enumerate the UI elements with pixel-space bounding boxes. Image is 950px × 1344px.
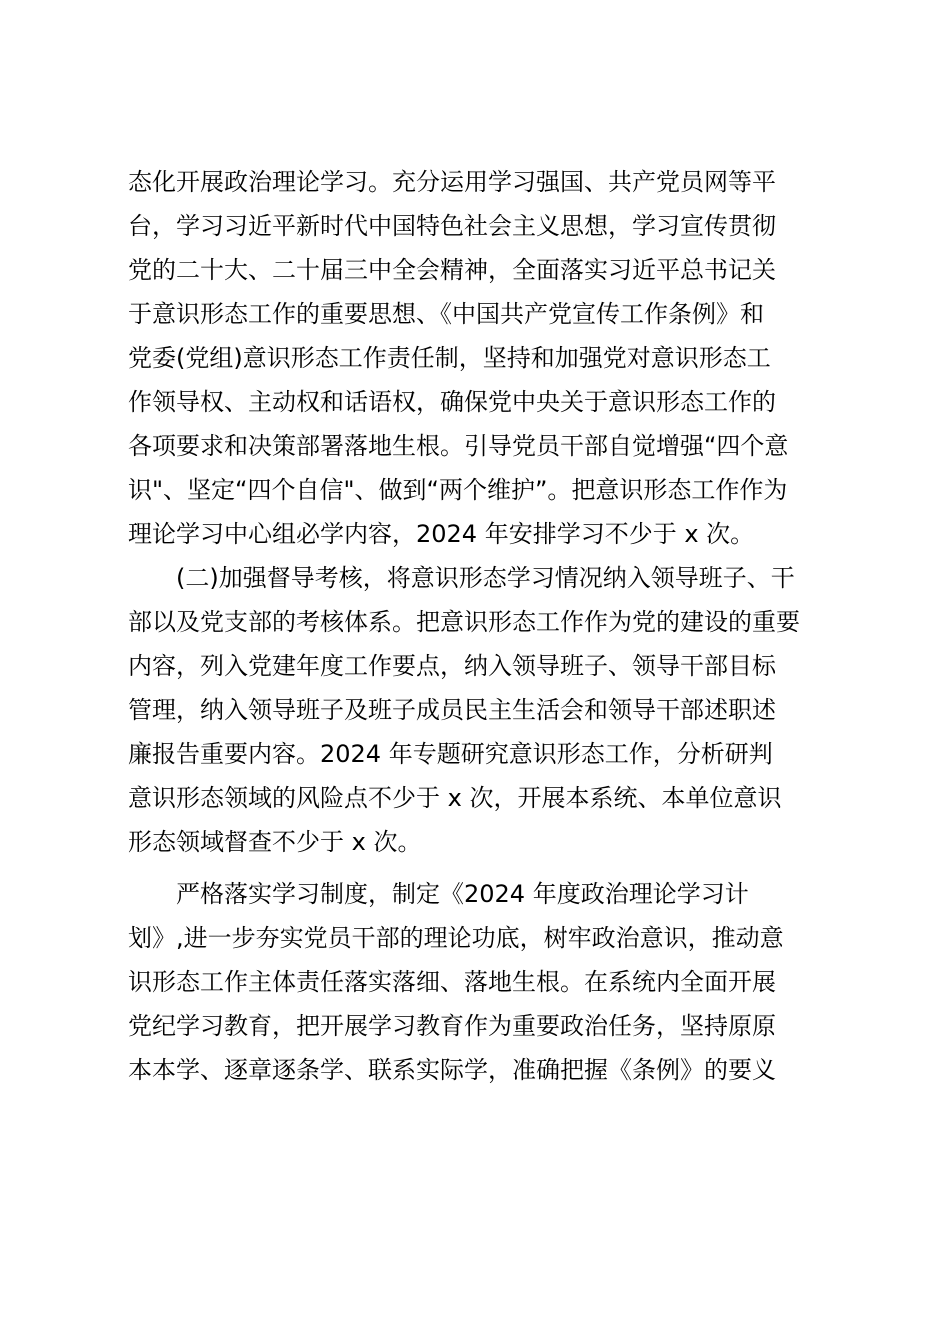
text-line: 各项要求和决策部署落地生根。引导党员干部自觉增强“四个意 <box>128 432 789 460</box>
text-line: 部以及党支部的考核体系。把意识形态工作作为党的建设的重要 <box>128 608 800 636</box>
text-line: 党的二十大、二十届三中全会精神，全面落实习近平总书记关 <box>128 256 776 284</box>
text-line: 于意识形态工作的重要思想、《中国共产党宣传工作条例》和 <box>128 300 764 328</box>
paragraph-study-system <box>128 872 834 1092</box>
text-line: 态化开展政治理论学习。充分运用学习强国、共产党员网等平 <box>128 168 776 196</box>
text-line: 理论学习中心组必学内容，2024 年安排学习不少于 x 次。 <box>128 520 755 548</box>
text-line: 识"、坚定“四个自信"、做到“两个维护”。把意识形态工作作为 <box>128 476 788 504</box>
text-line: 内容，列入党建年度工作要点，纳入领导班子、领导干部目标 <box>128 652 776 680</box>
text-line: 廉报告重要内容。2024 年专题研究意识形态工作，分析研判 <box>128 740 773 768</box>
text-line: (二)加强督导考核，将意识形态学习情况纳入领导班子、干 <box>176 564 795 592</box>
paragraph-spacer <box>128 864 834 872</box>
paragraph-study-platforms <box>128 160 834 556</box>
text-line: 管理，纳入领导班子及班子成员民主生活会和领导干部述职述 <box>128 696 776 724</box>
text-line: 党纪学习教育，把开展学习教育作为重要政治任务，坚持原原 <box>128 1012 776 1040</box>
text-line: 识形态工作主体责任落实落细、落地生根。在系统内全面开展 <box>128 968 776 996</box>
text-line: 意识形态领域的风险点不少于 x 次，开展本系统、本单位意识 <box>128 784 782 812</box>
text-line: 作领导权、主动权和话语权，确保党中央关于意识形态工作的 <box>128 388 776 416</box>
text-line: 党委(党组)意识形态工作责任制，坚持和加强党对意识形态工 <box>128 344 771 372</box>
paragraph-supervision <box>128 556 834 864</box>
text-line: 划》,进一步夯实党员干部的理论功底，树牢政治意识，推动意 <box>128 924 784 952</box>
document-body <box>128 160 834 1092</box>
text-line: 本本学、逐章逐条学、联系实际学，准确把握《条例》的要义 <box>128 1056 776 1084</box>
text-line: 严格落实学习制度，制定《2024 年度政治理论学习计 <box>176 880 749 908</box>
text-line: 台，学习习近平新时代中国特色社会主义思想，学习宣传贯彻 <box>128 212 776 240</box>
text-line: 形态领域督查不少于 x 次。 <box>128 828 422 856</box>
